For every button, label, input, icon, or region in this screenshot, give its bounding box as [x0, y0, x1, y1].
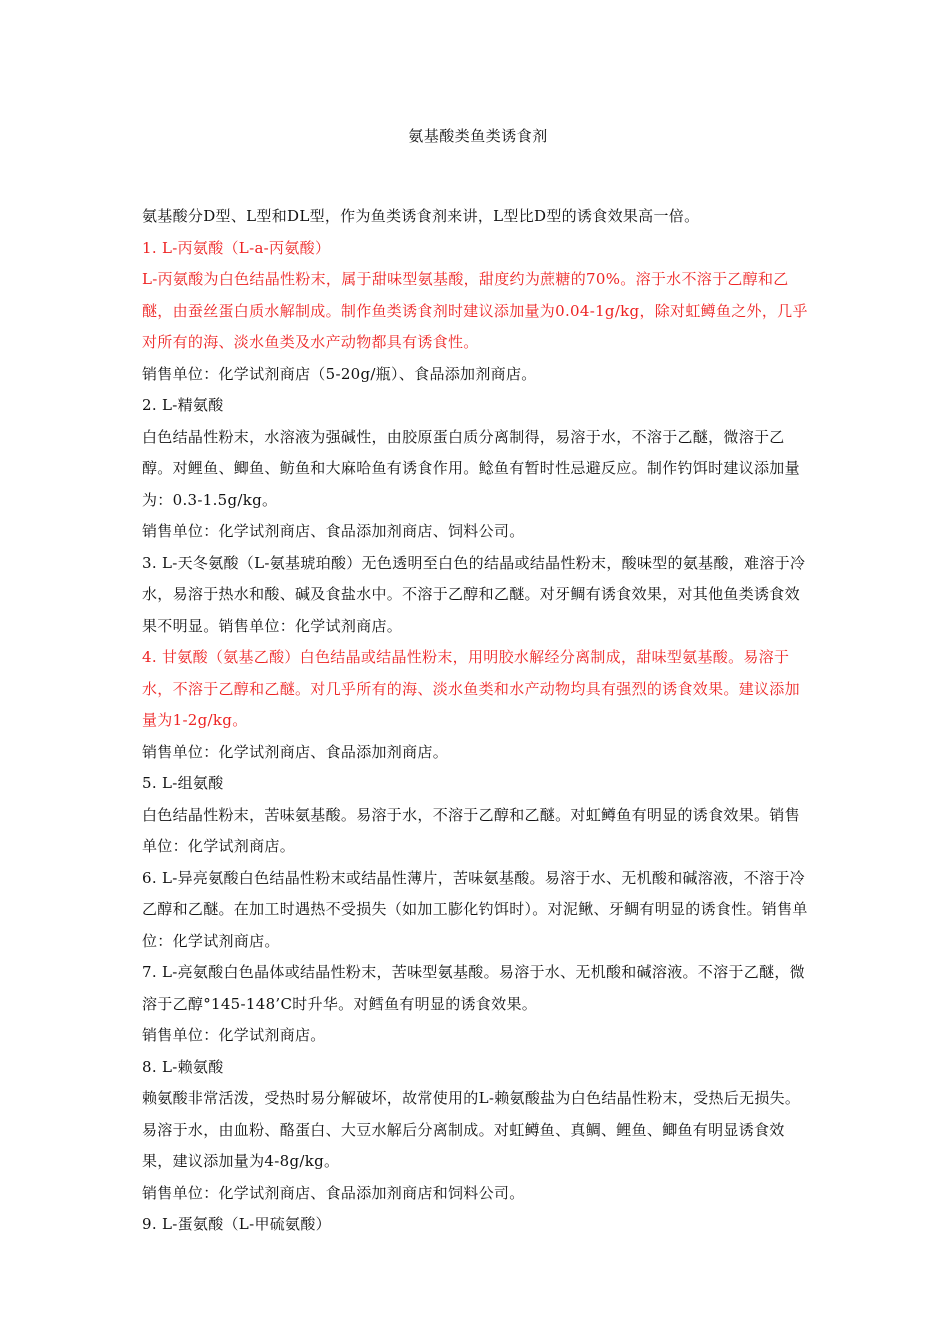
- section-3-paragraph: 3. L-天冬氨酸（L-氨基琥珀酸）无色透明至白色的结晶或结晶性粉末，酸味型的氨基酸，难溶于冷水，易溶于热水和酸、碱及食盐水中。不溶于乙醇和乙醚。对牙鲷有诱食效果，对其他鱼类诱食效果不明显。销售单位：化学试剂商店。: [142, 553, 806, 635]
- section-2-description: 白色结晶性粉末，水溶液为强碱性，由胶原蛋白质分离制得，易溶于水，不溶于乙醚，微溶于乙醇。对鲤鱼、鲫鱼、鲂鱼和大麻哈鱼有诱食作用。鲶鱼有暂时性忌避反应。制作钓饵时建议添加量为：0.3-1.5g/kg。: [142, 427, 800, 509]
- section-8-heading: 8. L-赖氨酸: [142, 1057, 224, 1076]
- intro-paragraph: 氨基酸分D型、L型和DL型，作为鱼类诱食剂来讲，L型比D型的诱食效果高一倍。: [142, 207, 700, 225]
- section-6-paragraph: 6. L-异亮氨酸白色结晶性粉末或结晶性薄片，苦味氨基酸。易溶于水、无机酸和碱溶液，不溶于冷乙醇和乙醚。在加工时遇热不受损失（如加工膨化钓饵时）。对泥鳅、牙鲷有明显的诱食性。销售单位：化学试剂商店。: [142, 868, 808, 950]
- section-7-sales: 销售单位：化学试剂商店。: [142, 1026, 326, 1044]
- section-7-paragraph: 7. L-亮氨酸白色晶体或结晶性粉末，苦味型氨基酸。易溶于水、无机酸和碱溶液。不溶于乙醚，微溶于乙醇°145-148’C时升华。对鳕鱼有明显的诱食效果。: [142, 963, 805, 1013]
- document-title: 氨基酸类鱼类诱食剂: [408, 127, 548, 145]
- section-8-sales: 销售单位：化学试剂商店、食品添加剂商店和饲料公司。: [142, 1183, 525, 1202]
- section-9-heading: 9. L-蛋氨酸（L-甲硫氨酸）: [142, 1215, 331, 1233]
- section-5-heading: 5. L-组氨酸: [142, 774, 224, 792]
- document-body: [142, 201, 814, 1241]
- section-1-description: L-丙氨酸为白色结晶性粉末，属于甜味型氨基酸，甜度约为蔗糖的70%。溶于水不溶于乙醇和乙醚，由蚕丝蛋白质水解制成。制作鱼类诱食剂时建议添加量为0.04-1g/kg，除对虹鳟鱼之外，几乎对所有的海、淡水鱼类及水产动物都具有诱食性。: [142, 270, 808, 351]
- section-2-heading: 2. L-精氨酸: [142, 396, 224, 414]
- section-1-heading: 1. L-丙氨酸（L-a-丙氨酸）: [142, 238, 331, 257]
- section-2-sales: 销售单位：化学试剂商店、食品添加剂商店、饲料公司。: [142, 522, 525, 540]
- section-4-sales: 销售单位：化学试剂商店、食品添加剂商店。: [142, 742, 449, 761]
- section-1-sales: 销售单位：化学试剂商店（5-20g/瓶）、食品添加剂商店。: [142, 364, 537, 383]
- section-4-paragraph: 4. 甘氨酸（氨基乙酸）白色结晶或结晶性粉末，用明胶水解经分离制成，甜味型氨基酸。易溶于水，不溶于乙醇和乙醚。对几乎所有的海、淡水鱼类和水产动物均具有强烈的诱食效果。建议添加量为1-2g/kg。: [142, 648, 800, 729]
- section-5-description: 白色结晶性粉末，苦味氨基酸。易溶于水，不溶于乙醇和乙醚。对虹鳟鱼有明显的诱食效果。销售单位：化学试剂商店。: [142, 805, 800, 855]
- section-8-description: 赖氨酸非常活泼，受热时易分解破坏，故常使用的L-赖氨酸盐为白色结晶性粉末，受热后无损失。易溶于水，由血粉、酪蛋白、大豆水解后分离制成。对虹鳟鱼、真鲷、鲤鱼、鲫鱼有明显诱食效果，建议添加量为4-8g/kg。: [142, 1089, 801, 1170]
